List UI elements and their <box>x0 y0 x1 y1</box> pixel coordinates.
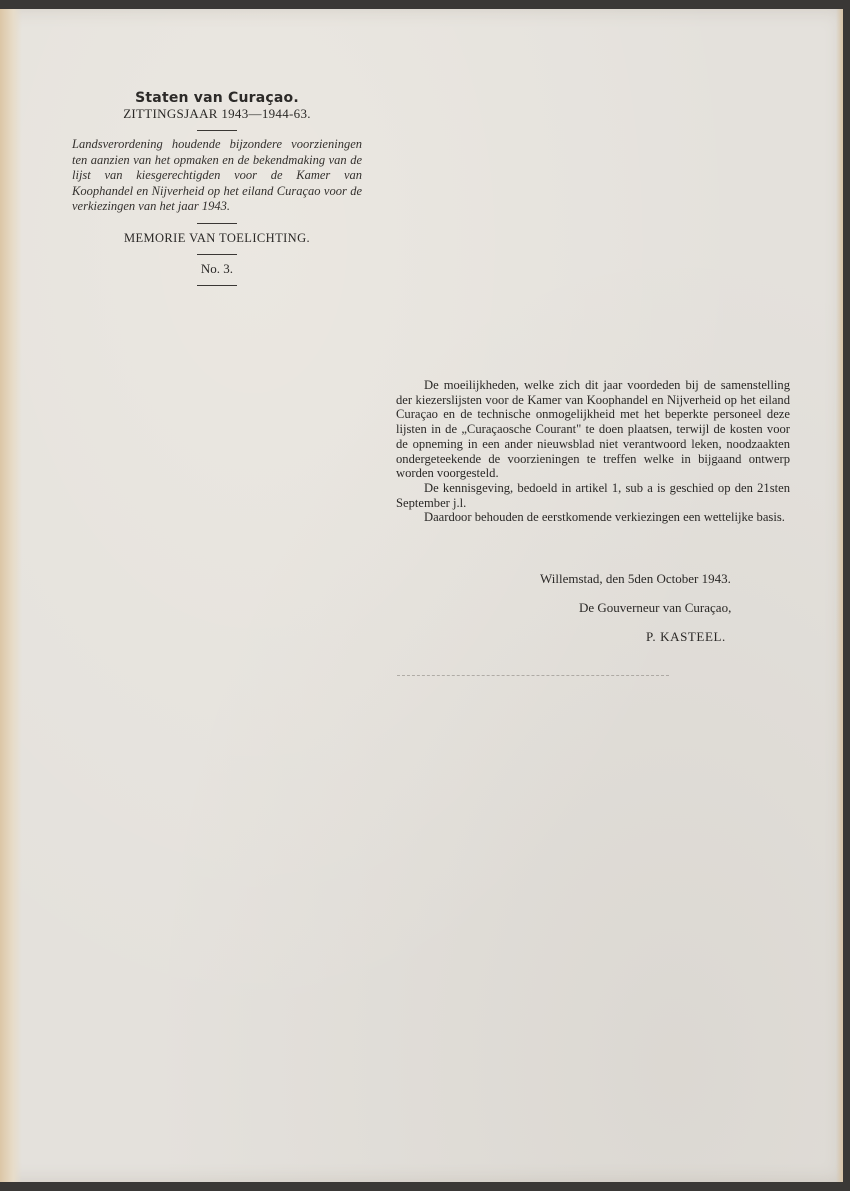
paper-left-edge <box>0 9 22 1182</box>
body-paragraph: Daardoor behouden de eerstkomende verkiezingen een wettelijke basis. <box>424 510 785 525</box>
memo-body <box>396 378 790 525</box>
organization-title: Staten van Curaçao. <box>135 90 299 106</box>
header-divider <box>197 130 237 131</box>
subject-divider <box>197 223 237 224</box>
paper-right-edge <box>836 9 843 1182</box>
dotted-rule <box>397 675 669 676</box>
signatory-name: P. KASTEEL. <box>646 629 726 644</box>
body-paragraph: De moeilijkheden, welke zich dit jaar voordeden bij de samenstelling der kiezerslijsten voor de Kamer van Koophandel en Nijverheid op het eiland Curaçao en de technische onmogelijkheid met het beperkte personeel deze lijsten in de „Curaçaosche Courant" te doen plaatsen, terwijl de kosten voor de opneming in een ander nieuwsblad niet verantwoord leken, noodzaakten ondergeteekende de voorzieningen te treffen welke in bijgaand ontwerp worden voorgesteld. <box>396 378 790 481</box>
memo-divider <box>197 254 237 255</box>
body-paragraph: De kennisgeving, bedoeld in artikel 1, sub a is geschied op den 21sten September j.l. <box>396 480 790 510</box>
document-number: No. 3. <box>200 260 234 276</box>
subject-text: Landsverordening houdende bijzondere voorzieningen ten aanzien van het opmaken en de bekendmaking van de lijst van kiesgerechtigden voor de Kamer van Koophandel en Nijverheid op het eiland Curaçao voor de verkiezingen van het jaar 1943. <box>72 137 362 214</box>
place-date-line: Willemstad, den 5den October 1943. <box>540 571 731 586</box>
session-line: ZITTINGSJAAR 1943—1944-63. <box>123 106 311 121</box>
memo-title: MEMORIE VAN TOELICHTING. <box>123 230 311 245</box>
document-header <box>72 90 362 292</box>
signatory-role: De Gouverneur van Curaçao, <box>579 600 732 615</box>
number-divider <box>197 285 237 286</box>
